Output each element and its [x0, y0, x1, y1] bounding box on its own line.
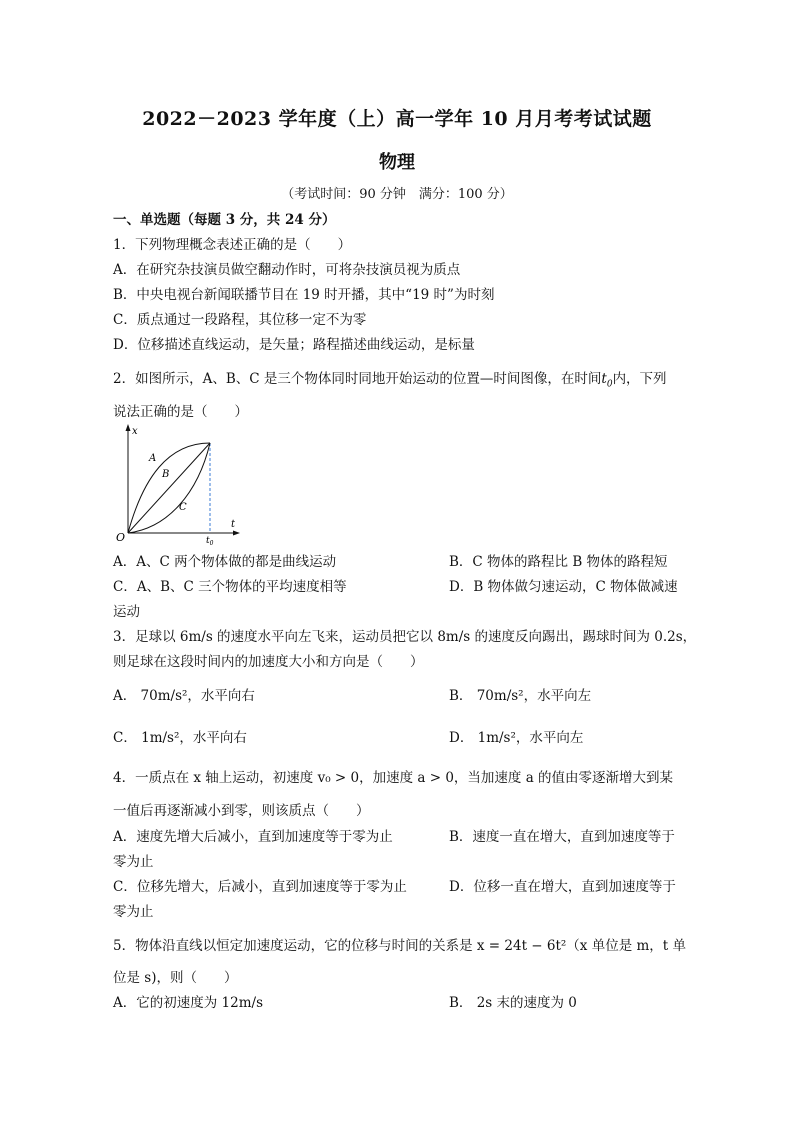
exam-meta: （考试时间：90 分钟 满分：100 分） — [281, 187, 513, 202]
q5-option-a: A．它的初速度为 12m/s — [113, 995, 263, 1011]
q2-stem-end: 内，下列 — [612, 371, 667, 387]
q2-stem-text: 2．如图所示，A、B、C 是三个物体同时同地开始运动的位置—时间图像，在时间 — [113, 371, 602, 387]
q2-option-b: B．C 物体的路程比 B 物体的路程短 — [449, 554, 668, 570]
q5-stem-line1: 5．物体沿直线以恒定加速度运动，它的位移与时间的关系是 x = 24t − 6t²（x 单位是 m，t 单 — [113, 938, 687, 954]
line-b — [128, 443, 210, 533]
x-axis-arrow — [126, 424, 131, 431]
section-heading: 一、单选题（每题 3 分，共 24 分） — [113, 212, 336, 228]
t-axis-label: t — [231, 519, 236, 530]
q2-stem-t0: $t_0$ — [601, 371, 613, 390]
position-time-graph — [113, 423, 243, 545]
q4-option-b: B．速度一直在增大，直到加速度等于 — [449, 829, 675, 845]
q4-option-cd-wrap: 零为止 — [113, 904, 154, 920]
q1-stem: 1．下列物理概念表述正确的是（ ） — [113, 237, 352, 253]
q1-option-a: A．在研究杂技演员做空翻动作时，可将杂技演员视为质点 — [113, 262, 461, 278]
q3-stem-line2: 则足球在这段时间内的加速度大小和方向是（ ） — [113, 654, 424, 670]
q4-option-c: C．位移先增大，后减小，直到加速度等于零为止 — [113, 879, 407, 895]
exam-subject: 物理 — [379, 152, 415, 173]
t-axis-arrow — [233, 531, 240, 536]
q5-stem-line2: 位是 s)，则（ ） — [113, 970, 238, 986]
q3-option-b: B． 70m/s²，水平向左 — [449, 688, 592, 704]
curve-c-label: C — [179, 502, 187, 513]
q2-option-c: C．A、B、C 三个物体的平均速度相等 — [113, 579, 347, 595]
q1-option-b: B．中央电视台新闻联播节目在 19 时开播，其中“19 时”为时刻 — [113, 287, 495, 303]
q4-option-ab-wrap: 零为止 — [113, 854, 154, 870]
q4-stem-line1: 4．一质点在 x 轴上运动，初速度 v₀ > 0，加速度 a > 0，当加速度 a 的值由零逐渐增大到某 — [113, 770, 674, 786]
q4-option-d: D．位移一直在增大，直到加速度等于 — [449, 879, 676, 895]
q1-option-c: C．质点通过一段路程，其位移一定不为零 — [113, 312, 367, 328]
q2-stem-line1 — [113, 367, 667, 390]
q2-stem-line2: 说法正确的是（ ） — [113, 404, 248, 420]
q2-option-d-wrap: 运动 — [113, 604, 140, 620]
exam-title: 2022－2023 学年度（上）高一学年 10 月月考考试试题 — [142, 108, 652, 130]
q3-option-d: D． 1m/s²，水平向左 — [449, 730, 584, 746]
q3-stem-line1: 3．足球以 6m/s 的速度水平向左飞来，运动员把它以 8m/s 的速度反向踢出，踢球时间为 0.2s， — [113, 629, 697, 645]
q4-option-a: A．速度先增大后减小，直到加速度等于零为止 — [113, 829, 393, 845]
q3-option-c: C． 1m/s²，水平向右 — [113, 730, 247, 746]
q3-option-a: A． 70m/s²，水平向右 — [113, 688, 255, 704]
t0-label: $t_0$ — [206, 536, 214, 545]
origin-label: O — [116, 531, 126, 544]
q2-option-a: A．A、C 两个物体做的都是曲线运动 — [113, 554, 337, 570]
curve-b-label: B — [162, 469, 170, 480]
q5-option-b: B． 2s 末的速度为 0 — [449, 995, 577, 1011]
q2-option-d: D．B 物体做匀速运动，C 物体做减速 — [449, 579, 678, 595]
x-axis-label: x — [132, 426, 138, 437]
curve-a-label: A — [149, 453, 157, 464]
q1-option-d: D．位移描述直线运动，是矢量；路程描述曲线运动，是标量 — [113, 337, 475, 353]
q4-stem-line2: 一值后再逐渐减小到零，则该质点（ ） — [113, 803, 370, 819]
